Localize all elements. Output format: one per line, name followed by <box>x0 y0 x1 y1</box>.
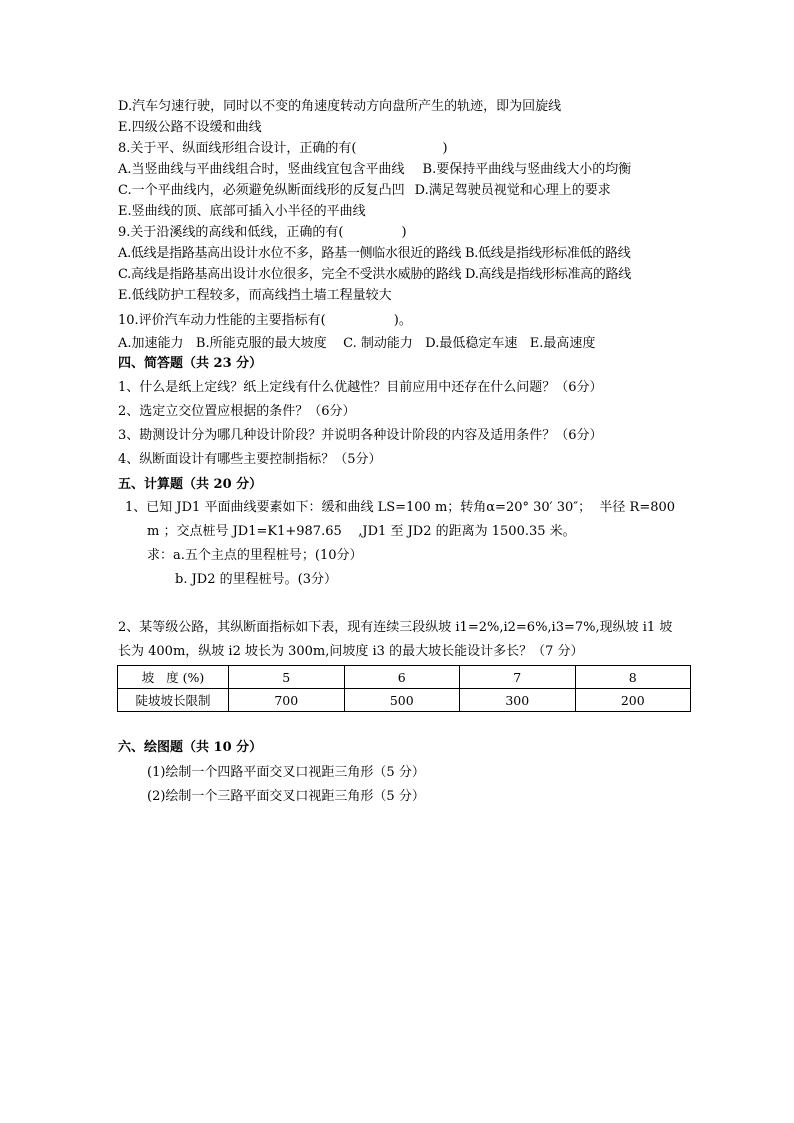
section6-title: 六、绘图题（共 10 分） <box>118 740 263 755</box>
section5-q1-ask-b: b. JD2 的里程桩号。(3分） <box>175 572 337 587</box>
section4-q2: 2、选定立交位置应根据的条件？（6分） <box>118 404 356 419</box>
section5-q2-line2: 长为 400m，纵坡 i2 坡长为 300m,问坡度 i3 的最大坡长能设计多长？（7 分） <box>118 644 584 659</box>
section6-q1: (1)绘制一个四路平面交叉口视距三角形（5 分） <box>147 765 425 780</box>
q8-options-ab <box>118 160 631 180</box>
table-cell: 700 <box>229 689 345 712</box>
q8-stem <box>118 139 448 159</box>
section4-q4: 4、纵断面设计有哪些主要控制指标？（5分） <box>118 452 382 467</box>
table-cell: 200 <box>575 689 691 712</box>
q9-stem <box>118 223 407 243</box>
table-cell: 500 <box>344 689 460 712</box>
section5-title: 五、计算题（共 20 分） <box>118 477 263 492</box>
table-cell: 6 <box>344 666 460 689</box>
q8-option-e: E.竖曲线的顶、底部可插入小半径的平曲线 <box>118 204 366 219</box>
table-row-label: 坡 度 (%) <box>118 666 229 689</box>
table-cell: 8 <box>575 666 691 689</box>
table-cell: 5 <box>229 666 345 689</box>
grade-length-table <box>117 665 691 712</box>
table-row <box>118 689 691 712</box>
q9-stem-text: 9.关于沿溪线的高线和低线，正确的有( <box>118 225 344 240</box>
section4-q1: 1、什么是纸上定线？纸上定线有什么优越性？目前应用中还存在什么问题？（6分） <box>118 380 603 395</box>
table-row-label: 陡坡坡长限制 <box>118 689 229 712</box>
section6-q2: (2)绘制一个三路平面交叉口视距三角形（5 分） <box>147 789 425 804</box>
section5-q1-ask-a: 求：a.五个主点的里程桩号；(10分） <box>147 548 363 563</box>
section4-title: 四、简答题（共 23 分） <box>118 356 263 371</box>
q10-stem-close: )。 <box>393 313 412 328</box>
q10-options: A.加速能力 B.所能克服的最大坡度 C. 制动能力 D.最低稳定车速 E.最高速度 <box>118 336 596 351</box>
section4-q3: 3、勘测设计分为哪几种设计阶段？并说明各种设计阶段的内容及适用条件？（6分） <box>118 428 603 443</box>
table-cell: 7 <box>460 666 576 689</box>
q8-option-a: A.当竖曲线与平曲线组合时，竖曲线宜包含平曲线 <box>118 162 405 177</box>
q8-option-b: B.要保持平曲线与竖曲线大小的均衡 <box>422 162 632 177</box>
section5-q1-line2: m ；交点桩号 JD1=K1+987.65 ,JD1 至 JD2 的距离为 1500.35 米。 <box>147 524 576 539</box>
section5-q1-line1: 1、已知 JD1 平面曲线要素如下：缓和曲线 LS=100 m；转角α=20° 30′ 30″； 半径 R=800 <box>125 500 676 515</box>
q10-stem <box>118 311 412 331</box>
q9-option-e: E.低线防护工程较多，而高线挡土墙工程量较大 <box>118 288 392 303</box>
q8-options-cd <box>118 181 611 201</box>
q10-stem-text: 10.评价汽车动力性能的主要指标有( <box>118 313 326 328</box>
q9-stem-close: ) <box>401 225 407 240</box>
q8-stem-text: 8.关于平、纵面线形组合设计，正确的有( <box>118 141 357 156</box>
table-cell: 300 <box>460 689 576 712</box>
q7-option-e: E.四级公路不设缓和曲线 <box>118 120 262 135</box>
q9-options-ab: A.低线是指路基高出设计水位不多，路基一侧临水很近的路线 B.低线是指线形标准低的路线 <box>118 246 631 261</box>
q7-option-d: D.汽车匀速行驶，同时以不变的角速度转动方向盘所产生的轨迹，即为回旋线 <box>118 99 562 114</box>
table-row <box>118 666 691 689</box>
q8-option-d: D.满足驾驶员视觉和心理上的要求 <box>414 183 611 198</box>
q9-options-cd: C.高线是指路基高出设计水位很多，完全不受洪水威胁的路线 D.高线是指线形标准高的路线 <box>118 267 631 282</box>
section5-q2-line1: 2、某等级公路，其纵断面指标如下表，现有连续三段纵坡 i1=2%,i2=6%,i3=7%,现纵坡 i1 坡 <box>118 620 673 635</box>
q8-stem-close: ) <box>442 141 448 156</box>
q8-option-c: C.一个平曲线内，必须避免纵断面线形的反复凸凹 <box>118 183 405 198</box>
